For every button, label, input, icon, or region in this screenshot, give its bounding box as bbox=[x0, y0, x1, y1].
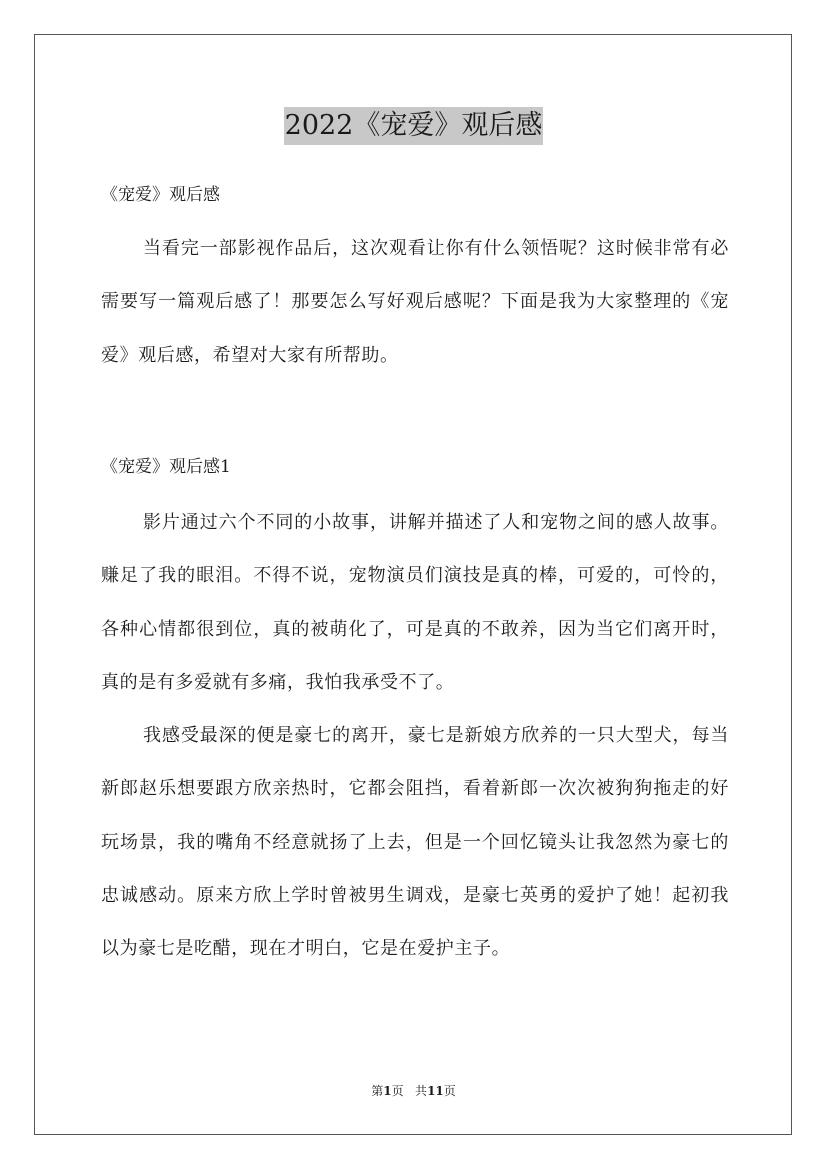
footer-page-prefix: 第 bbox=[371, 1084, 384, 1098]
document-subtitle: 《宠爱》观后感 bbox=[101, 185, 220, 205]
footer-page-suffix: 页 bbox=[391, 1084, 404, 1098]
document-title-text: 2022《宠爱》观后感 bbox=[284, 107, 544, 145]
document-title bbox=[0, 104, 827, 145]
body-paragraph-2: 我感受最深的便是豪七的离开，豪七是新娘方欣养的一只大型犬，每当新郎赵乐想要跟方欣亲热时，它都会阻挡，看着新郎一次次被狗狗拖走的好玩场景，我的嘴角不经意就扬了上去，但是一个回忆镜头让我忽然为豪七的忠诚感动。原来方欣上学时曾被男生调戏，是豪七英勇的爱护了她！起初我以为豪七是吃醋，现在才明白，它是在爱护主子。 bbox=[101, 725, 729, 960]
footer-total-suffix: 页 bbox=[443, 1084, 456, 1098]
section-heading: 《宠爱》观后感1 bbox=[101, 457, 231, 477]
footer-page-number: 1 bbox=[383, 1084, 392, 1098]
footer-total-pages: 11 bbox=[427, 1084, 444, 1098]
footer-total-prefix: 共 bbox=[415, 1084, 428, 1098]
page-footer bbox=[0, 1083, 827, 1099]
body-paragraph-1: 影片通过六个不同的小故事，讲解并描述了人和宠物之间的感人故事。赚足了我的眼泪。不得不说，宠物演员们演技是真的棒，可爱的，可怜的，各种心情都很到位，真的被萌化了，可是真的不敢养，因为当它们离开时，真的是有多爱就有多痛，我怕我承受不了。 bbox=[101, 512, 729, 693]
intro-paragraph: 当看完一部影视作品后，这次观看让你有什么领悟呢？这时候非常有必需要写一篇观后感了！那要怎么写好观后感呢？下面是我为大家整理的《宠爱》观后感，希望对大家有所帮助。 bbox=[101, 238, 729, 366]
